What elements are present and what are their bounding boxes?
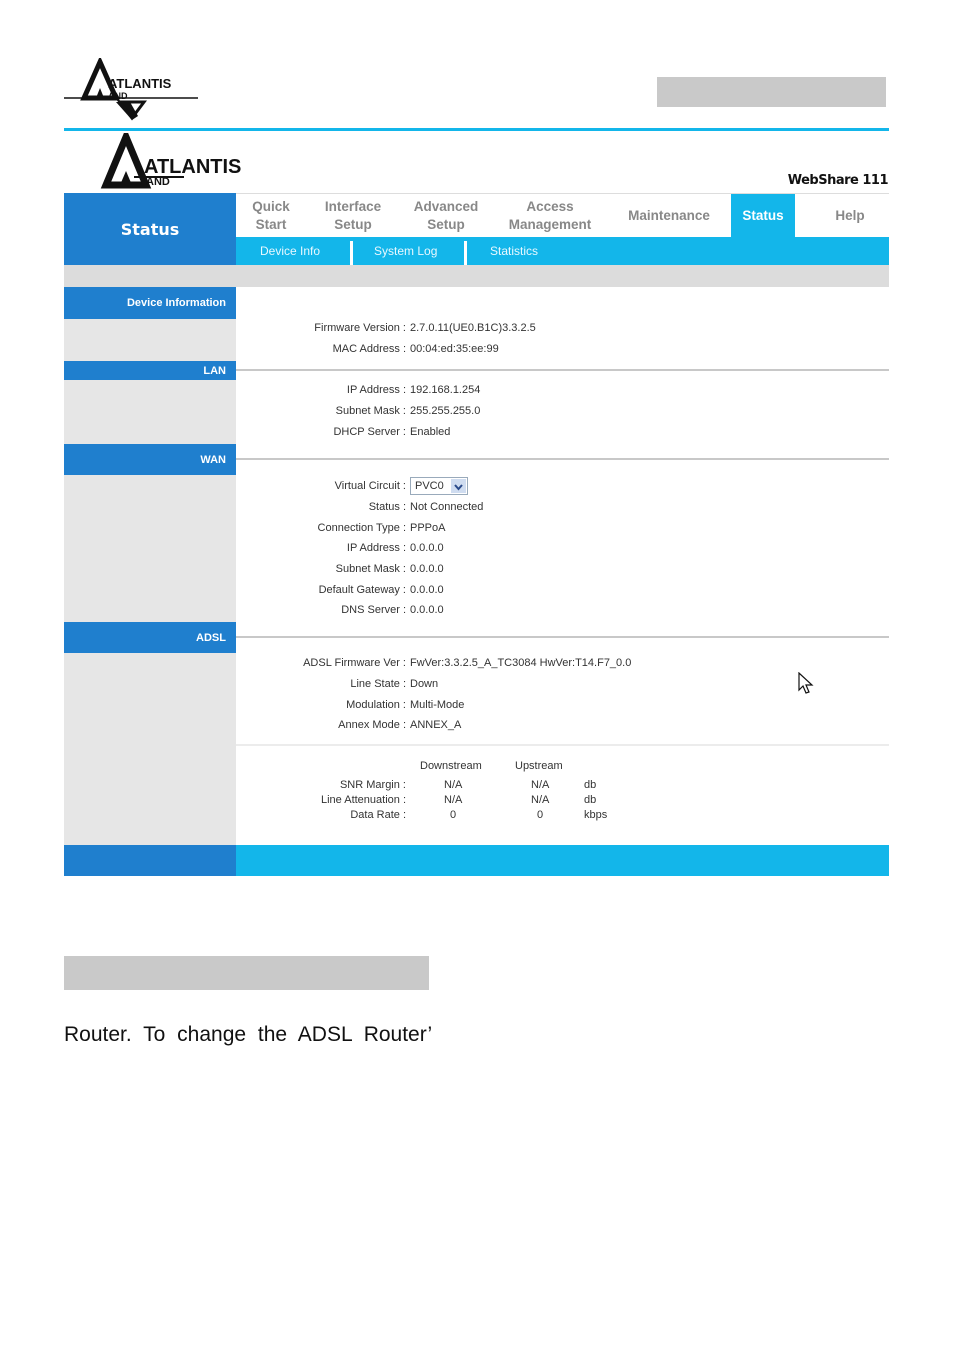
lan-ip-label: IP Address :: [346, 384, 406, 396]
section-device-information: Device Information: [64, 287, 236, 319]
connection-type-label: Connection Type :: [317, 522, 406, 534]
subnav-statistics[interactable]: Statistics: [490, 244, 539, 258]
mouse-pointer-icon: [798, 672, 814, 696]
line-state-label: Line State :: [350, 678, 406, 690]
header-gray-bar: [657, 77, 886, 107]
subnav-system-log[interactable]: System Log: [374, 244, 438, 258]
main-nav: [236, 193, 889, 238]
dns-label: DNS Server :: [341, 604, 406, 616]
section-lan: LAN: [64, 361, 236, 380]
adsl-firmware-label: ADSL Firmware Ver :: [303, 657, 406, 669]
sub-nav: [236, 237, 889, 265]
annex-mode-label: Annex Mode :: [338, 719, 406, 731]
section-divider: [236, 744, 889, 746]
dhcp-label: DHCP Server :: [333, 426, 406, 438]
nav-quick-start[interactable]: Quick Start: [252, 199, 290, 232]
lan-ip-value: 192.168.1.254: [410, 384, 481, 396]
section-divider: [236, 636, 889, 638]
body-paragraph: Router. To change the ADSL Router’: [64, 1023, 433, 1046]
table-cell: db: [584, 794, 597, 806]
svg-text:ATLANTIS: ATLANTIS: [144, 156, 242, 178]
adsl-firmware-value: FwVer:3.3.2.5_A_TC3084 HwVer:T14.F7_0.0: [410, 657, 632, 669]
nav-advanced-setup[interactable]: Advanced Setup: [413, 199, 479, 232]
table-cell: N/A: [444, 794, 463, 806]
table-cell: N/A: [444, 779, 463, 791]
nav-interface-setup[interactable]: Interface Setup: [324, 199, 382, 232]
footer-bar-right: [236, 845, 889, 876]
section-divider: [236, 369, 889, 371]
atlantis-logo: [62, 58, 202, 124]
wan-mask-label: Subnet Mask :: [335, 563, 406, 575]
svg-text:AND: AND: [108, 91, 128, 101]
modulation-value: Multi-Mode: [410, 699, 465, 711]
nav-access-management[interactable]: Access Management: [508, 199, 592, 232]
nav-help[interactable]: Help: [835, 208, 865, 223]
table-cell: 0: [537, 809, 544, 821]
subnav-separator: [350, 241, 353, 265]
nav-maintenance[interactable]: Maintenance: [628, 208, 710, 223]
dns-value: 0.0.0.0: [410, 604, 444, 616]
col-head-downstream: Downstream: [420, 760, 482, 772]
modulation-label: Modulation :: [346, 699, 406, 711]
section-divider: [236, 458, 889, 460]
table-cell: N/A: [531, 794, 550, 806]
firmware-value: 2.7.0.11(UE0.B1C)3.3.2.5: [410, 322, 536, 334]
virtual-circuit-value: PVC0: [415, 480, 444, 492]
router-logo: [100, 133, 250, 193]
wan-ip-value: 0.0.0.0: [410, 542, 444, 554]
wan-status-value: Not Connected: [410, 501, 484, 513]
svg-text:AND: AND: [146, 176, 170, 188]
spacer-strip: [64, 265, 889, 287]
nav-status[interactable]: Status: [731, 194, 795, 238]
col-head-upstream: Upstream: [515, 760, 563, 772]
virtual-circuit-label: Virtual Circuit :: [334, 480, 406, 492]
mac-label: MAC Address :: [332, 343, 406, 355]
dhcp-value: Enabled: [410, 426, 451, 438]
lan-mask-label: Subnet Mask :: [335, 405, 406, 417]
virtual-circuit-select[interactable]: [410, 477, 468, 495]
mac-value: 00:04:ed:35:ee:99: [410, 343, 499, 355]
wan-ip-label: IP Address :: [346, 542, 406, 554]
section-wan: WAN: [64, 444, 236, 475]
connection-type-value: PPPoA: [410, 522, 446, 534]
product-name: WebShare 111: [787, 173, 888, 188]
wan-mask-value: 0.0.0.0: [410, 563, 444, 575]
table-row-label: SNR Margin :: [339, 779, 406, 791]
status-title: Status: [64, 193, 236, 265]
section-adsl: ADSL: [64, 622, 236, 653]
chevron-down-icon[interactable]: [451, 479, 466, 493]
firmware-label: Firmware Version :: [314, 322, 406, 334]
table-row-label: Line Attenuation :: [320, 794, 406, 806]
table-cell: db: [584, 779, 597, 791]
svg-text:ATLANTIS: ATLANTIS: [108, 76, 172, 91]
annex-mode-value: ANNEX_A: [410, 719, 462, 731]
table-row-label: Data Rate :: [350, 809, 406, 821]
subnav-device-info[interactable]: Device Info: [260, 244, 321, 258]
subnav-separator: [464, 241, 467, 265]
table-cell: kbps: [584, 809, 608, 821]
gateway-value: 0.0.0.0: [410, 584, 444, 596]
line-state-value: Down: [410, 678, 439, 690]
table-cell: N/A: [531, 779, 550, 791]
wan-status-label: Status :: [368, 501, 406, 513]
footer-bar-left: [64, 845, 236, 876]
caption-gray-bar: [64, 956, 429, 990]
lan-mask-value: 255.255.255.0: [410, 405, 481, 417]
gateway-label: Default Gateway :: [318, 584, 406, 596]
table-cell: 0: [450, 809, 457, 821]
